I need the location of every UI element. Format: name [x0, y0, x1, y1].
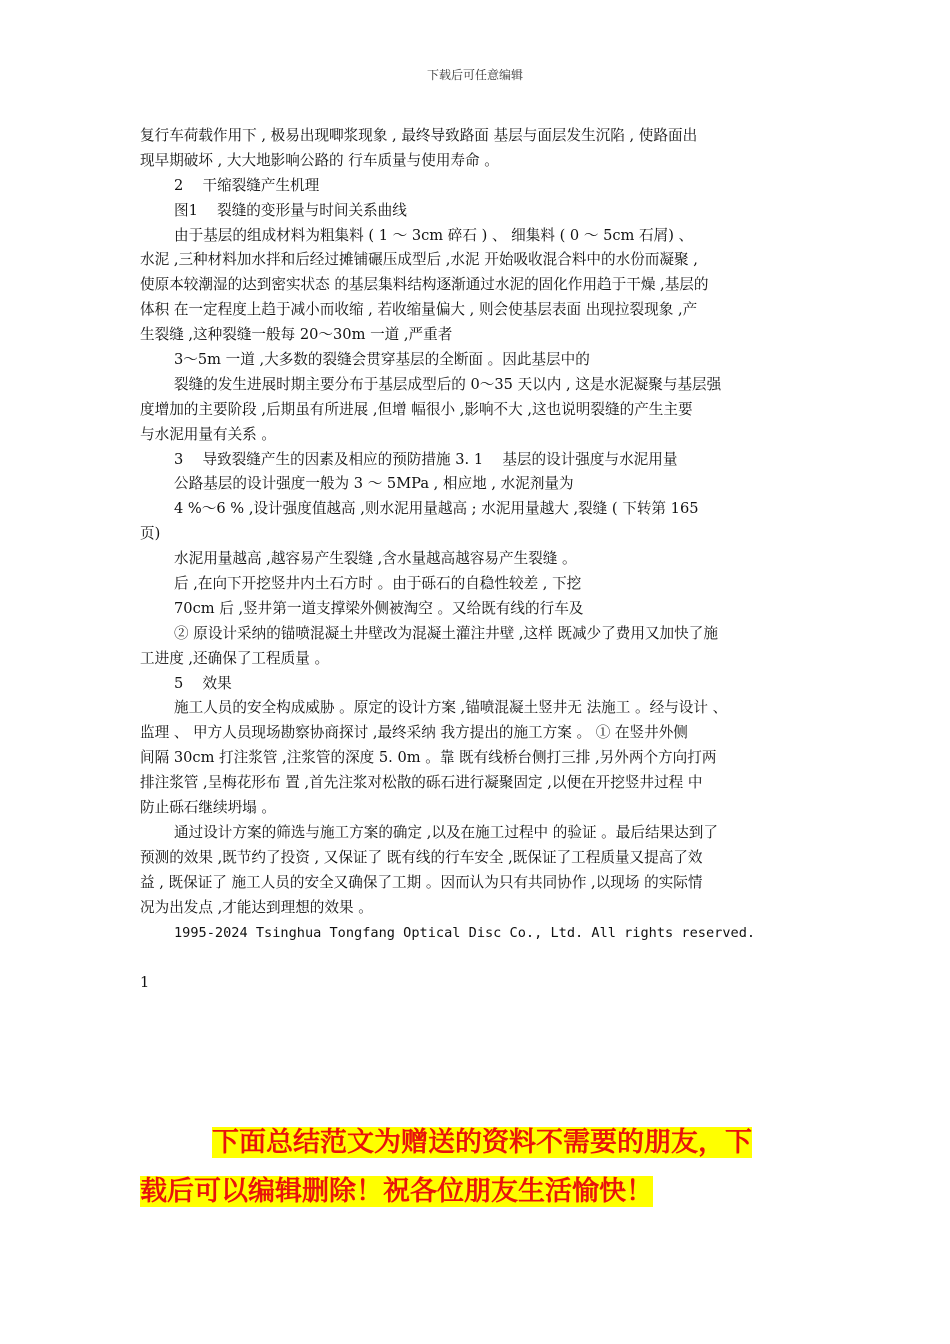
section-heading: 2 干缩裂缝产生机理 — [174, 176, 320, 194]
body-line: 工进度 ,还确保了工程质量 。 — [140, 649, 330, 667]
body-line: 70cm 后 ,竖井第一道支撑梁外侧被淘空 。又给既有线的行车及 — [174, 599, 584, 617]
body-line: 水泥 ,三种材料加水拌和后经过摊铺碾压成型后 ,水泥 开始吸收混合料中的水份而凝聚 , — [140, 251, 698, 269]
body-line: 后 ,在向下开挖竖井内土石方时 。由于砾石的自稳性较差 , 下挖 — [174, 575, 582, 593]
body-line: 水泥用量越高 ,越容易产生裂缝 ,含水量越高越容易产生裂缝 。 — [174, 550, 577, 568]
body-line: 使原本较潮湿的达到密实状态 的基层集料结构逐渐通过水泥的固化作用趋于干燥 ,基层的 — [140, 276, 709, 294]
body-line: 公路基层的设计强度一般为 3 ～ 5MPa , 相应地 , 水泥剂量为 — [174, 475, 574, 493]
body-line: 裂缝的发生进展时期主要分布于基层成型后的 0～35 天以内 , 这是水泥凝聚与基层强 — [174, 375, 722, 393]
section-heading: 3 导致裂缝产生的因素及相应的预防措施 3. 1 基层的设计强度与水泥用量 — [174, 450, 678, 468]
copyright-line: 1995-2024 Tsinghua Tongfang Optical Disc Co., Ltd. All rights reserved. — [174, 924, 756, 941]
body-line: 况为出发点 ,才能达到理想的效果 。 — [140, 898, 373, 916]
body-line: 复行车荷载作用下 , 极易出现唧浆现象 , 最终导致路面 基层与面层发生沉陷 , 使路面出 — [140, 127, 698, 144]
body-line: 间隔 30cm 打注浆管 ,注浆管的深度 5. 0m 。靠 既有线桥台侧打三排 ,另外两个方向打两 — [140, 749, 717, 767]
page-header: 下载后可任意编辑 — [426, 68, 523, 82]
body-line: 页) — [140, 525, 161, 543]
promo-line-2: 载后可以编辑删除！祝各位朋友生活愉快！ — [140, 1176, 653, 1207]
page-number: 1 — [140, 974, 150, 991]
body-line: 与水泥用量有关系 。 — [140, 425, 276, 443]
body-line: 预测的效果 ,既节约了投资 , 又保证了 既有线的行车安全 ,既保证了工程质量又提高了效 — [140, 848, 703, 866]
body-line: 3～5m 一道 ,大多数的裂缝会贯穿基层的全断面 。因此基层中的 — [174, 351, 590, 369]
figure-caption: 图1 裂缝的变形量与时间关系曲线 — [174, 201, 407, 219]
body-line: 通过设计方案的筛选与施工方案的确定 ,以及在施工过程中 的验证 。最后结果达到了 — [174, 823, 718, 841]
body-line: 生裂缝 ,这种裂缝一般每 20～30m 一道 ,严重者 — [140, 326, 453, 344]
body-line: 防止砾石继续坍塌 。 — [140, 799, 276, 817]
body-line: 监理 、 甲方人员现场勘察协商探讨 ,最终采纳 我方提出的施工方案 。 ① 在竖井外侧 — [140, 724, 688, 742]
body-line: 由于基层的组成材料为粗集料 ( 1 ～ 3cm 碎石 ) 、 细集料 ( 0 ～ 5cm 石屑) 、 — [174, 226, 694, 244]
body-line: 施工人员的安全构成威胁 。原定的设计方案 ,锚喷混凝土竖井无 法施工 。经与设计 、 — [174, 699, 728, 717]
body-line: ② 原设计采纳的锚喷混凝土井壁改为混凝土灌注井壁 ,这样 既减少了费用又加快了施 — [174, 624, 718, 642]
body-line: 排注浆管 ,呈梅花形布 置 ,首先注浆对松散的砾石进行凝聚固定 ,以便在开挖竖井过程 中 — [140, 774, 703, 792]
body-line: 益 , 既保证了 施工人员的安全又确保了工期 。因而认为只有共同协作 ,以现场 的实际情 — [140, 873, 703, 891]
body-line: 度增加的主要阶段 ,后期虽有所进展 ,但增 幅很小 ,影响不大 ,这也说明裂缝的产生主要 — [140, 400, 693, 418]
body-line: 体积 在一定程度上趋于减小而收缩 , 若收缩量偏大 , 则会使基层表面 出现拉裂现象 ,产 — [140, 301, 698, 319]
body-line: 现早期破坏 , 大大地影响公路的 行车质量与使用寿命 。 — [140, 151, 499, 169]
section-heading: 5 效果 — [174, 674, 232, 692]
promo-line-1: 下面总结范文为赠送的资料不需要的朋友，下 — [212, 1127, 752, 1158]
promo-notice — [140, 1118, 812, 1216]
document-body — [140, 124, 815, 945]
body-line: 4 %～6 % ,设计强度值越高 ,则水泥用量越高 ; 水泥用量越大 ,裂缝 ( 下转第 165 — [174, 500, 699, 518]
